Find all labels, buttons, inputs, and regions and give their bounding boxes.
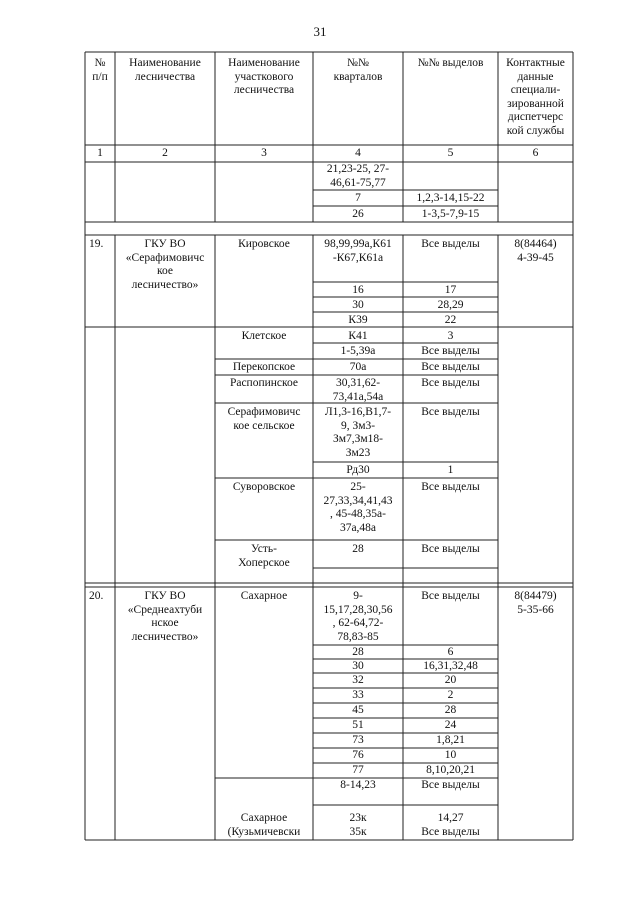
plots-cell: 16,31,32,48: [423, 660, 478, 672]
col-number: 3: [261, 147, 267, 159]
plots-cell: Все выделы: [421, 377, 480, 389]
district-name: Суворовское: [232, 481, 296, 493]
district-name: Сахарное (Кузьмичевски: [227, 812, 301, 838]
entry-number: 19.: [89, 238, 104, 250]
quarters-cell: 70а: [349, 361, 367, 373]
quarters-cell: К41: [348, 330, 368, 342]
col-number: 4: [355, 147, 361, 159]
col-number: 5: [447, 147, 454, 159]
col-number: 6: [532, 147, 539, 159]
quarters-cell: 21,23-25, 27- 46,61-75,77: [326, 163, 390, 189]
quarters-cell: К39: [348, 314, 368, 326]
header-num: № п/п: [92, 57, 108, 83]
quarters-cell: 77: [352, 764, 364, 776]
district-name: Сахарное: [240, 590, 288, 602]
plots-cell: Все выделы: [421, 779, 480, 791]
plots-cell: 1-3,5-7,9-15: [421, 208, 480, 220]
forestry-name: ГКУ ВО «Среднеахтуби нское лесничество»: [127, 590, 203, 643]
quarters-cell: 30: [352, 299, 364, 311]
quarters-cell: 32: [352, 674, 364, 686]
plots-cell: Все выделы: [421, 481, 480, 493]
quarters-cell: 45: [352, 704, 364, 716]
header-plots: №№ выделов: [417, 57, 484, 69]
forestry-name: ГКУ ВО «Серафимовичс кое лесничество»: [125, 238, 205, 291]
quarters-cell: 33: [352, 689, 364, 701]
plots-cell: 6: [447, 646, 454, 658]
quarters-cell: 8-14,23: [340, 779, 376, 791]
quarters-cell: 35к: [349, 826, 367, 838]
quarters-cell: 28: [352, 543, 364, 555]
quarters-cell: 28: [352, 646, 364, 658]
quarters-cell: 51: [352, 719, 364, 731]
plots-cell: Все выделы: [421, 361, 480, 373]
plots-cell: 10: [444, 749, 457, 761]
quarters-cell: 30,31,62- 73,41а,54а: [332, 377, 384, 403]
col-number: 1: [97, 147, 103, 159]
quarters-cell: 25- 27,33,34,41,43 , 45-48,35а- 37а,48а: [323, 481, 393, 534]
district-name: Клетское: [241, 330, 287, 342]
plots-cell: 17: [444, 284, 457, 296]
plots-cell: 28,29: [437, 299, 464, 311]
quarters-cell: 7: [355, 192, 361, 204]
quarters-cell: 23к: [349, 812, 367, 824]
plots-cell: 8,10,20,21: [426, 764, 475, 776]
plots-cell: 1: [447, 464, 454, 476]
plots-cell: 28: [444, 704, 457, 716]
plots-cell: 1,8,21: [436, 734, 465, 746]
plots-cell: 22: [444, 314, 457, 326]
district-name: Распопинское: [229, 377, 299, 389]
plots-cell: 20: [444, 674, 457, 686]
quarters-cell: 98,99,99а,К61 -К67,К61а: [324, 238, 392, 264]
plots-cell: 3: [447, 330, 454, 342]
entry-number: 20.: [89, 590, 104, 602]
quarters-cell: 73: [352, 734, 364, 746]
quarters-cell: 9- 15,17,28,30,56 , 62-64,72- 78,83-85: [323, 590, 393, 643]
quarters-cell: 30: [352, 660, 364, 672]
plots-cell: 2: [447, 689, 454, 701]
quarters-cell: Рд30: [346, 464, 370, 476]
header-forestry: Наименование лесничества: [129, 57, 201, 83]
header-contacts: Контактные данные специали- зированной диспетчерс кой службы: [506, 57, 565, 137]
plots-cell: 1,2,3-14,15-22: [416, 192, 485, 204]
plots-cell: 24: [444, 719, 457, 731]
contact-phone: 8(84464) 4-39-45: [514, 238, 557, 264]
contact-phone: 8(84479) 5-35-66: [514, 590, 557, 616]
plots-cell: Все выделы: [421, 345, 480, 357]
district-name: Перекопское: [232, 361, 296, 373]
quarters-cell: Л1,3-16,В1,7- 9, Зм3- Зм7,Зм18- Зм23: [324, 406, 392, 459]
plots-cell: Все выделы: [421, 406, 480, 418]
quarters-cell: 16: [352, 284, 364, 296]
plots-cell: Все выделы: [421, 590, 480, 602]
quarters-cell: 76: [352, 749, 364, 761]
quarters-cell: 1-5,39а: [340, 345, 376, 357]
plots-cell: Все выделы: [421, 826, 480, 838]
page-number: 31: [313, 24, 327, 39]
header-district: Наименование участкового лесничества: [228, 57, 300, 96]
plots-cell: Все выделы: [421, 238, 480, 250]
col-number: 2: [162, 147, 168, 159]
district-name: Серафимовичс кое сельское: [227, 406, 301, 432]
district-name: Усть- Хоперское: [238, 543, 290, 569]
plots-cell: 14,27: [437, 812, 464, 824]
plots-cell: Все выделы: [421, 543, 480, 555]
quarters-cell: 26: [352, 208, 364, 220]
header-quarters: №№ кварталов: [333, 57, 383, 83]
district-name: Кировское: [238, 238, 290, 250]
